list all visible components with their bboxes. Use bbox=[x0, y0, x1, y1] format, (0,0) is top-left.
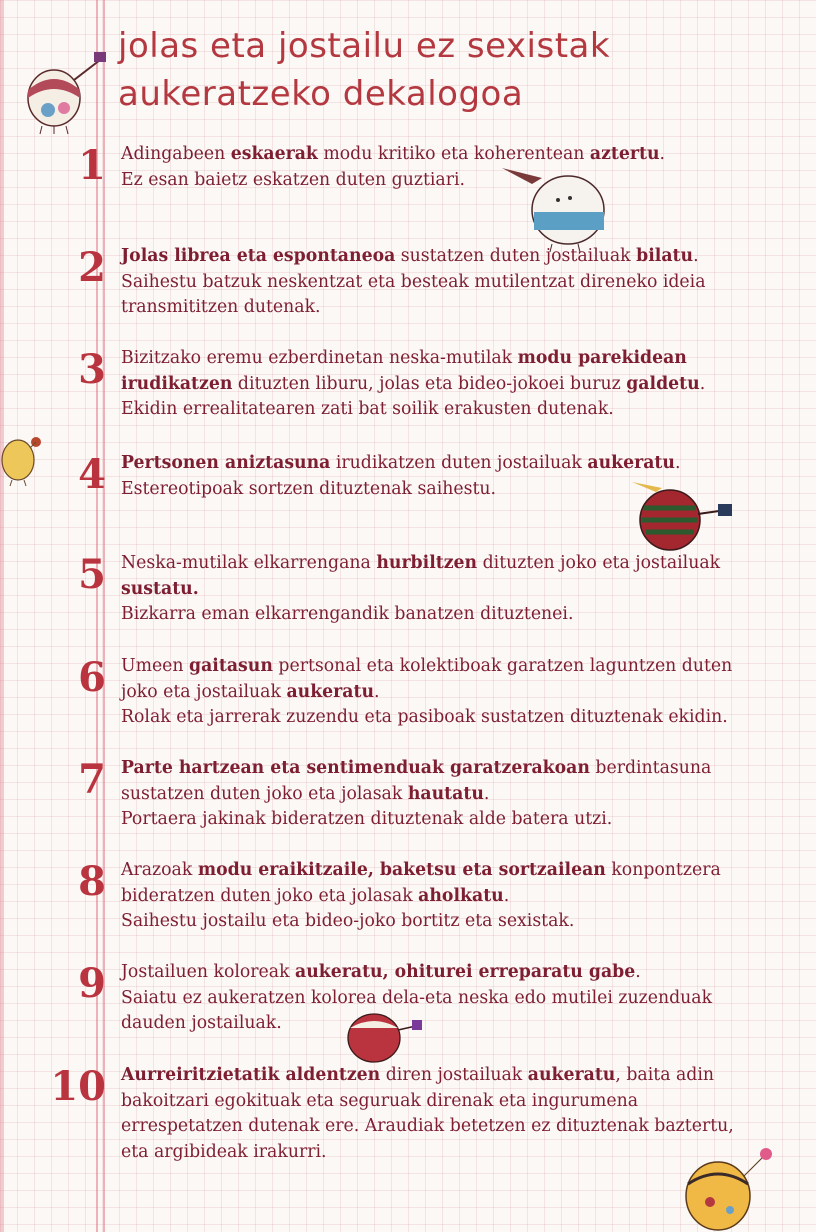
item-text bbox=[121, 244, 791, 321]
text-run: Jostailuen koloreak bbox=[121, 962, 296, 982]
text-run: transmititzen dutenak. bbox=[121, 297, 321, 317]
text-run: Saihestu batzuk neskentzat eta besteak mutilentzat direneko ideia bbox=[121, 271, 706, 292]
text-run: sustatzen duten jostailuak bbox=[395, 246, 637, 266]
item-text-line bbox=[121, 782, 791, 808]
item-text-line bbox=[121, 602, 791, 628]
doodle-creature-icon bbox=[14, 46, 110, 136]
bold-phrase: irudikatzen bbox=[121, 373, 233, 394]
item-text-line bbox=[121, 1140, 791, 1166]
bold-phrase: hautatu bbox=[407, 783, 484, 804]
item-number: 7 bbox=[78, 756, 106, 803]
bold-phrase: galdetu bbox=[626, 373, 700, 394]
text-run: sustatzen duten joko eta jolasak bbox=[121, 783, 408, 804]
item-text-line bbox=[121, 397, 791, 423]
text-run: berdintasuna bbox=[589, 758, 712, 778]
text-run: Saihestu jostailu eta bideo-joko bortitz eta sexistak. bbox=[121, 911, 575, 931]
text-run: Ekidin errealitatearen zati bat soilik erakusten dutenak. bbox=[121, 399, 614, 419]
item-text-line bbox=[121, 551, 791, 577]
item-number: 2 bbox=[78, 244, 106, 291]
text-run: Arazoak bbox=[121, 860, 198, 880]
item-text-line bbox=[121, 960, 791, 986]
bold-phrase: aztertu bbox=[589, 144, 660, 164]
text-run: Neska-mutilak elkarrengana bbox=[121, 553, 377, 573]
item-text-line bbox=[121, 986, 791, 1012]
title-line-1: jolas eta jostailu ez sexistak bbox=[118, 26, 611, 66]
text-run: pertsonal eta kolektiboak garatzen laguntzen duten bbox=[272, 656, 733, 676]
text-run: . bbox=[503, 885, 510, 906]
bold-phrase: Jolas librea eta espontaneoa bbox=[121, 246, 396, 266]
bold-phrase: modu eraikitzaile, baketsu eta sortzailean bbox=[197, 860, 606, 880]
item-text-line bbox=[121, 346, 791, 372]
text-run: . bbox=[659, 144, 666, 164]
item-number: 1 bbox=[78, 142, 106, 189]
item-text bbox=[121, 654, 791, 731]
item-text bbox=[121, 346, 791, 423]
text-run: konpontzera bbox=[605, 860, 721, 880]
item-text-line bbox=[121, 295, 791, 321]
item-text-line bbox=[121, 705, 791, 731]
bold-phrase: sustatu. bbox=[121, 578, 199, 599]
item-text-line bbox=[121, 168, 791, 194]
item-text-line bbox=[121, 884, 791, 910]
item-text-line bbox=[121, 142, 791, 168]
bold-phrase: aukeratu bbox=[587, 453, 675, 473]
bold-phrase: bilatu bbox=[636, 246, 694, 266]
item-text-line bbox=[121, 858, 791, 884]
item-text-line bbox=[121, 577, 791, 603]
text-run: irudikatzen duten jostailuak bbox=[330, 453, 588, 473]
title-line-2: aukeratzeko dekalogoa bbox=[118, 74, 524, 114]
item-number: 10 bbox=[50, 1063, 106, 1110]
item-text-line bbox=[121, 654, 791, 680]
item-text-line bbox=[121, 1114, 791, 1140]
item-text bbox=[121, 960, 791, 1037]
text-run: dauden jostailuak. bbox=[121, 1013, 282, 1033]
bold-phrase: Aurreiritzietatik aldentzen bbox=[121, 1065, 381, 1085]
text-run: Bizitzako eremu ezberdinetan neska-mutilak bbox=[121, 348, 518, 368]
item-text-line bbox=[121, 1011, 791, 1037]
item-number: 8 bbox=[78, 858, 106, 905]
text-run: . bbox=[699, 373, 706, 394]
item-text bbox=[121, 551, 791, 628]
item-text-line bbox=[121, 680, 791, 706]
bold-phrase: aholkatu bbox=[418, 885, 504, 906]
page-title bbox=[118, 22, 610, 118]
text-run: Umeen bbox=[121, 656, 190, 676]
item-text bbox=[121, 858, 791, 935]
text-run: Estereotipoak sortzen dituztenak saihestu. bbox=[121, 478, 497, 499]
item-number: 6 bbox=[78, 654, 106, 701]
bold-phrase: Parte hartzean eta sentimenduak garatzerakoan bbox=[121, 758, 590, 778]
bold-phrase: aukeratu bbox=[286, 681, 375, 702]
bold-phrase: modu parekidean bbox=[517, 348, 687, 368]
text-run: Saiatu ez aukeratzen kolorea dela-eta neska edo mutilei zuzenduak bbox=[121, 987, 713, 1008]
item-text-line bbox=[121, 451, 791, 477]
text-run: Adingabeen bbox=[121, 144, 231, 164]
bold-phrase: gaitasun bbox=[189, 656, 273, 676]
bold-phrase: Pertsonen aniztasuna bbox=[121, 453, 331, 473]
text-run: Portaera jakinak bideratzen dituztenak alde batera utzi. bbox=[121, 809, 613, 829]
text-run: Ez esan baietz eskatzen duten guztiari. bbox=[121, 169, 466, 190]
bold-phrase: eskaerak bbox=[230, 144, 318, 164]
item-text-line bbox=[121, 756, 791, 782]
text-run: Bizkarra eman elkarrengandik banatzen dituztenei. bbox=[121, 604, 574, 624]
bold-phrase: aukeratu bbox=[527, 1065, 616, 1085]
item-text bbox=[121, 1063, 791, 1165]
text-run: joko eta jostailuak bbox=[121, 681, 287, 702]
text-run: . bbox=[374, 681, 380, 702]
text-run: , baita adin bbox=[615, 1065, 715, 1085]
item-text-line bbox=[121, 244, 791, 270]
item-text-line bbox=[121, 1089, 791, 1115]
item-text-line bbox=[121, 909, 791, 935]
item-text bbox=[121, 756, 791, 833]
item-number: 9 bbox=[78, 960, 106, 1007]
text-run: bakoitzari egokituak eta seguruak direnak eta ingurumena bbox=[121, 1090, 639, 1111]
text-run: dituzten joko eta jostailuak bbox=[477, 553, 721, 573]
item-text-line bbox=[121, 372, 791, 398]
bold-phrase: hurbiltzen bbox=[376, 553, 478, 573]
text-run: Rolak eta jarrerak zuzendu eta pasiboak sustatzen dituztenak ekidin. bbox=[121, 707, 728, 727]
text-run: eta argibideak irakurri. bbox=[121, 1141, 327, 1162]
item-text bbox=[121, 142, 791, 193]
text-run: bideratzen duten joko eta jolasak bbox=[121, 885, 419, 906]
text-run: diren jostailuak bbox=[380, 1065, 528, 1085]
text-run: dituzten liburu, jolas eta bideo-jokoei buruz bbox=[232, 373, 627, 394]
text-run: . bbox=[674, 453, 681, 473]
text-run: . bbox=[483, 783, 490, 804]
item-text-line bbox=[121, 477, 791, 503]
doodle-creature-icon bbox=[0, 430, 50, 488]
page-edge-rule bbox=[0, 0, 4, 1232]
text-run: . bbox=[635, 962, 641, 982]
item-number: 4 bbox=[78, 451, 106, 498]
bold-phrase: aukeratu, ohiturei erreparatu gabe bbox=[295, 962, 636, 982]
text-run: modu kritiko eta koherentean bbox=[317, 144, 590, 164]
item-text-line bbox=[121, 270, 791, 296]
item-number: 5 bbox=[78, 551, 106, 598]
item-text-line bbox=[121, 807, 791, 833]
item-text bbox=[121, 451, 791, 502]
item-text-line bbox=[121, 1063, 791, 1089]
text-run: . bbox=[693, 246, 699, 266]
item-number: 3 bbox=[78, 346, 106, 393]
text-run: errespetatzen dutenak ere. Araudiak betetzen ez dituztenak baztertu, bbox=[121, 1116, 734, 1136]
